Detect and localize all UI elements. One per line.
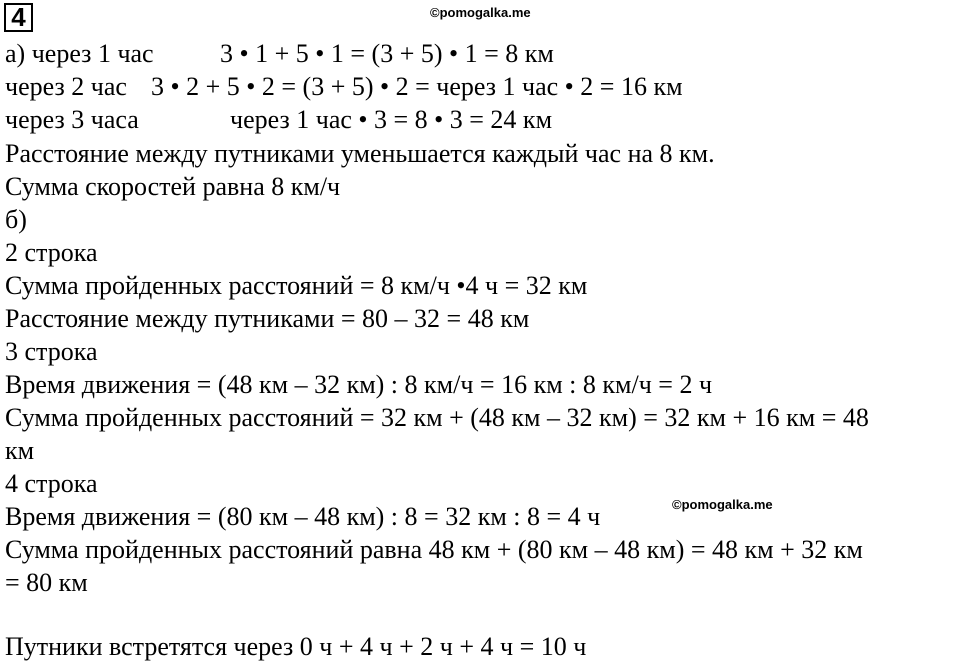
distance-note: Расстояние между путниками уменьшается каждый час на 8 км. — [5, 139, 715, 168]
part-a-row-1-calc: 3 • 1 + 5 • 1 = (3 + 5) • 1 = 8 км — [220, 39, 554, 68]
row-2-sum: Сумма пройденных расстояний = 8 км/ч •4 ч = 32 км — [5, 271, 588, 300]
part-a-row-3-label: через 3 часа — [5, 105, 139, 134]
part-a-row-3-calc: через 1 час • 3 = 8 • 3 = 24 км — [230, 105, 553, 134]
part-a-row-2-calc: 3 • 2 + 5 • 2 = (3 + 5) • 2 = через 1 час • 2 = 16 км — [151, 72, 683, 101]
part-a-row-2-label: через 2 час — [5, 72, 127, 101]
row-2-title: 2 строка — [5, 238, 98, 267]
row-3-sum-line-2: км — [5, 436, 35, 465]
row-3-title: 3 строка — [5, 337, 98, 366]
watermark-middle: ©pomogalka.me — [672, 497, 773, 512]
speed-sum: Сумма скоростей равна 8 км/ч — [5, 172, 341, 201]
part-a-row-1-label: а) через 1 час — [5, 39, 154, 68]
task-number-box: 4 — [4, 3, 33, 32]
row-4-sum-line-2: = 80 км — [5, 568, 88, 597]
watermark-top: ©pomogalka.me — [430, 5, 531, 20]
row-3-sum-line-1: Сумма пройденных расстояний = 32 км + (48 км – 32 км) = 32 км + 16 км = 48 — [5, 403, 869, 432]
row-4-title: 4 строка — [5, 469, 98, 498]
part-b-label: б) — [5, 205, 27, 234]
row-3-time: Время движения = (48 км – 32 км) : 8 км/ч = 16 км : 8 км/ч = 2 ч — [5, 370, 713, 399]
final-answer: Путники встретятся через 0 ч + 4 ч + 2 ч + 4 ч = 10 ч — [5, 632, 587, 661]
row-2-distance: Расстояние между путниками = 80 – 32 = 48 км — [5, 304, 530, 333]
row-4-sum-line-1: Сумма пройденных расстояний равна 48 км + (80 км – 48 км) = 48 км + 32 км — [5, 535, 863, 564]
row-4-time: Время движения = (80 км – 48 км) : 8 = 32 км : 8 = 4 ч — [5, 502, 601, 531]
